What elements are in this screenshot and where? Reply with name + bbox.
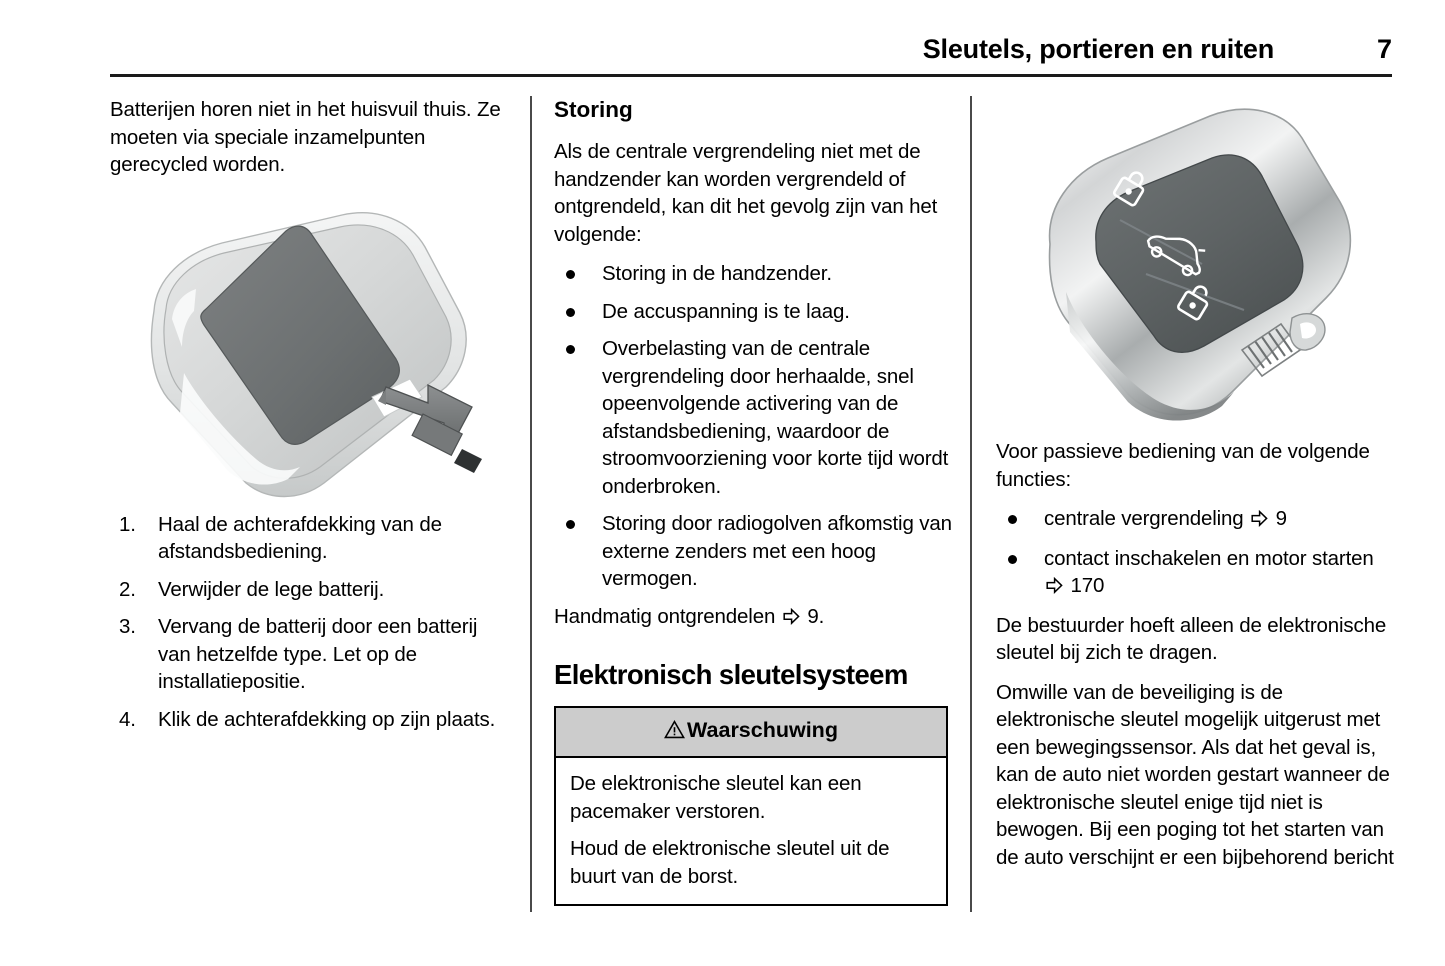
bullet-dot-icon xyxy=(566,345,575,354)
step-number: 3. xyxy=(119,615,136,638)
step-text: Klik de achterafdekking op zijn plaats. xyxy=(158,707,496,731)
step-number: 4. xyxy=(119,707,136,731)
warning-box xyxy=(554,706,948,906)
crossref-page: 170 xyxy=(1070,574,1105,597)
manual-unlock-crossref xyxy=(554,603,954,633)
list-item xyxy=(110,706,510,734)
bullet-text: Storing in de handzender. xyxy=(602,262,832,285)
page-title: Sleutels, portieren en ruiten xyxy=(922,34,1274,64)
section-heading-storing: Storing xyxy=(554,97,633,122)
list-item xyxy=(996,505,1396,535)
crossref-arrow-icon xyxy=(1251,507,1268,535)
bullet-text: De accuspanning is te laag. xyxy=(602,299,850,323)
step-text: Verwijder de lege batterij. xyxy=(158,577,385,601)
column-two xyxy=(554,96,954,906)
crossref-page: 9 xyxy=(1275,507,1287,530)
bullet-dot-icon xyxy=(566,308,575,317)
warning-box-header xyxy=(556,708,946,758)
step-text: Haal de achterafdekking van de afstandsbediening. xyxy=(158,512,442,563)
crossref-page: 9. xyxy=(807,604,825,628)
header-divider-rule xyxy=(110,74,1392,77)
step-number: 1. xyxy=(119,512,136,536)
list-item xyxy=(110,613,510,696)
bullet-dot-icon xyxy=(1008,515,1017,524)
page-number: 7 xyxy=(1376,34,1392,64)
list-item xyxy=(554,335,954,500)
passive-function-list xyxy=(996,505,1396,602)
bullet-text: Overbelasting van de centrale vergrendeling door herhaalde, snel opeenvolgende activering van de afstandsbediening, waardoor de stroomvoorziening voor korte tijd wordt onderbroken. xyxy=(602,337,949,498)
chapter-heading-electronic-key-system: Elektronisch sleutelsysteem xyxy=(554,659,908,690)
crossref-arrow-icon xyxy=(783,605,800,633)
list-item xyxy=(554,298,954,326)
warning-paragraph: De elektronische sleutel kan een pacemaker verstoren. xyxy=(570,772,862,823)
passive-operation-intro: Voor passieve bediening van de volgende functies: xyxy=(996,440,1370,491)
list-item xyxy=(996,545,1396,602)
warning-box-body xyxy=(556,758,946,904)
crossref-label: Handmatig ontgrendelen xyxy=(554,604,776,628)
driver-carry-key-paragraph: De bestuurder hoeft alleen de elektronische sleutel bij zich te dragen. xyxy=(996,613,1387,664)
bullet-dot-icon xyxy=(1008,555,1017,564)
battery-disposal-paragraph: Batterijen horen niet in het huisvuil thuis. Ze moeten via speciale inzamelpunten gerecycled worden. xyxy=(110,98,501,176)
warning-box-title: Waarschuwing xyxy=(687,718,838,742)
bullet-text: contact inschakelen en motor starten xyxy=(1044,546,1374,570)
bullet-dot-icon xyxy=(566,520,575,529)
step-text: Vervang de batterij door een batterij van hetzelfde type. Let op de installatiepositie. xyxy=(158,615,478,693)
key-fob-back-cover-figure xyxy=(110,191,510,503)
motion-sensor-paragraph: Omwille van de beveiliging is de elektronische sleutel mogelijk uitgerust met een bewegingssensor. Als dat het geval is, kan de auto niet worden gestart wanneer de elektronische sleutel enige tijd niet is bewogen. Bij een poging tot het starten van de auto verschijnt er een bijbehorend bericht xyxy=(996,680,1394,869)
list-item xyxy=(554,510,954,593)
bullet-dot-icon xyxy=(566,270,575,279)
electronic-key-figure xyxy=(996,96,1396,426)
column-one xyxy=(110,96,510,743)
storing-cause-list xyxy=(554,260,954,593)
storing-intro-paragraph: Als de centrale vergrendeling niet met de handzender kan worden vergrendeld of ontgrendeld, kan dit het gevolg zijn van het volgende: xyxy=(554,140,938,246)
list-item xyxy=(554,260,954,288)
crossref-arrow-icon xyxy=(1046,574,1063,602)
column-three xyxy=(996,96,1396,883)
column-divider-1 xyxy=(530,96,532,912)
warning-paragraph: Houd de elektronische sleutel uit de buurt van de borst. xyxy=(570,837,890,888)
step-number: 2. xyxy=(119,577,136,601)
list-item xyxy=(110,511,510,566)
warning-triangle-icon xyxy=(664,719,685,745)
page-header xyxy=(110,34,1392,78)
battery-replacement-steps xyxy=(110,511,510,734)
list-item xyxy=(110,576,510,604)
bullet-text: Storing door radiogolven afkomstig van externe zenders met een hoog vermogen. xyxy=(602,512,952,590)
bullet-text: centrale vergrendeling xyxy=(1044,507,1244,530)
column-divider-2 xyxy=(970,96,972,912)
